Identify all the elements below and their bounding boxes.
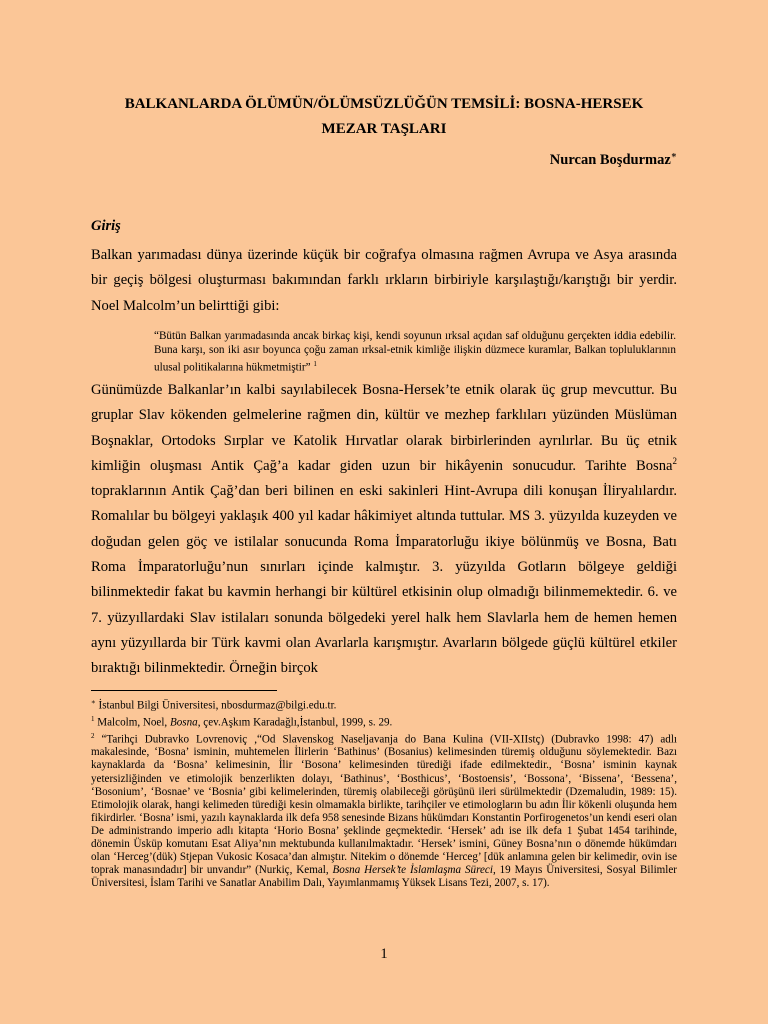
article-title — [91, 92, 677, 142]
footnote-author — [91, 696, 677, 713]
paragraph-text-part-2: topraklarının Antik Çağ’dan beri bilinen en eski sakinleri Hint-Avrupa dili konuşan İliryalılardır. Romalılar bu bölgeyi yaklaşık 400 yıl kadar hâkimiyet altında tuttular. MS 3. yüzyılda kuzeyden ve doğudan gelen göç ve istilalar sonucunda Roma İmparatorluğu ikiye bölünmüş ve Bosna, Batı Roma İmparatorluğu’nun sınırları içinde kalmıştır. 3. yüzyılda Gotların bölgeye geldiği bilinmektedir fakat bu kavmin herhangi bir kültürel etkisinin olup olmadığı bilinmemektedir. 6. ve 7. yüzyıllardaki Slav istilaları sonunda bölgedeki yerel halk hem Slavlarla hem de hemen hemen aynı yüzyıllarda bir Türk kavmi olan Avarlarla karışmıştır. Avarların bölgede güçlü kültürel etkiler bıraktığı bilinmektedir. Örneğin birçok — [91, 483, 677, 677]
title-line-1: BALKANLARDA ÖLÜMÜN/ÖLÜMSÜZLÜĞÜN TEMSİLİ: BOSNA-HERSEK — [124, 96, 644, 112]
block-quote — [154, 330, 676, 375]
author-text: Nurcan Boşdurmaz — [549, 151, 671, 168]
paragraph-text: Balkan yarımadası dünya üzerinde küçük bir coğrafya olmasına rağmen Avrupa ve Asya arasında bir geçiş bölgesi oluşturması bakımından farklı ırkların birbiriyle karşılaştığı/karıştığı bir yerdir. Noel Malcolm’un belirttiği gibi: — [91, 247, 677, 314]
title-line-2: MEZAR TAŞLARI — [321, 121, 447, 137]
footnote-thesis-title: Bosna Hersek’te İslamlaşma Süreci — [332, 864, 493, 877]
footnote-2 — [91, 730, 677, 891]
footnote-text: , 19 Mayıs Üniversitesi, Sosyal Bilimler Üniversitesi, İslam Tarihi ve Sanatlar Anabilim Dalı, Yayımlanmamış Yüksek Lisans Tezi, 2007, s. 17). — [91, 864, 677, 890]
author-name — [550, 150, 677, 169]
footnote-ref-2: 2 — [672, 456, 677, 467]
footnote-text: “Tarihçi Dubravko Lovrenoviç ,“Od Slavenskog Naseljavanja do Bana Kulina (VII-XIIstç) (Dubravko 1998: 47) adlı makalesinde, ‘Bosna’ isminin, muhtemelen İlirlerin ‘Bathinus’ (Bosanius) kelimesinden türemiş olduğunu söylemektedir. Bazı kaynaklarda da ‘Bosna’ kelimesinin, İlir ‘Bosona’ kelimesinden türediği ifade edilmektedir., ‘Bosna’ isminin kaynak yetersizliğinden ve etimolojik benzerlikten dolayı, ‘Bathinus’, ‘Bosthicus’, ‘Bostoensis’, ‘Bossona’, ‘Bissena’, ‘Bessena’, ‘Bosonium’, ‘Bosnae’ ve ‘Bosnia’ gibi kelimelerinden, türemiş olabileceği görüşünü ileri sürülmektedir (Dzemaludin, 1989: 15). Etimolojik olarak, hangi kelimeden türediği kesin olmamakla birlikte, tarihçiler ve etimologların bu adın İlir kökenli oluşunda hem fikirdirler. ‘Bosna’ ismi, yazılı kaynaklarda ilk defa 958 senesinde Bizans hükümdarı Konstantin Porfirogenetos’un kendi eseri olan De administrando imperio adlı kitapta ‘Horio Bosna’ şeklinde geçmektedir. ‘Hersek’ adı ise ilk defa 1 Şubat 1454 tarihinde, dönemin Üsküp komutanı Esat Aliya’nın mektubunda kullanılmaktadır. ‘Hersek’ ismini, Güney Bosna’nın o dönemde hükümdarı olan ‘Herceg’(dük) Stjepan Vukosic Kosaca’dan almıştır. Nitekim o dönemde ‘Herceg’ [dük anlamına gelen bir kelimedir, ovin ise toprak manasındadır] bir unvandır” (Nurkiç, Kemal, — [91, 733, 677, 877]
footnote-mark: ∗ — [91, 698, 96, 706]
footnote-mark: 2 — [91, 731, 95, 740]
footnote-separator — [91, 690, 277, 691]
footnote-text: , çev.Aşkım Karadağlı,İstanbul, 1999, s. 29. — [197, 716, 393, 729]
section-heading: Giriş — [91, 218, 121, 234]
footnotes — [91, 696, 677, 890]
paragraph-text-part-1: Günümüzde Balkanlar’ın kalbi sayılabilecek Bosna-Hersek’te etnik olarak üç grup mevcuttur. Bu gruplar Slav kökenden gelmelerine rağmen din, kültür ve mezhep farklıları yüzünden Müslüman Boşnaklar, Ortodoks Sırplar ve Katolik Hırvatlar olarak birbirlerinden ayrılırlar. Bu üç etnik kimliğin oluşması Antik Çağ’a kadar giden uzun bir hikâyenin sonucudur. Tarihte Bosna — [91, 382, 677, 474]
footnote-text: İstanbul Bilgi Üniversitesi, nbosdurmaz@bilgi.edu.tr. — [95, 699, 337, 712]
paragraph-intro — [91, 243, 677, 319]
paragraph-text — [91, 378, 677, 682]
quote-text: “Bütün Balkan yarımadasında ancak birkaç kişi, kendi soyunun ırksal açıdan saf olduğunu gerçekten iddia edebilir. Buna karşı, son iki asır boyunca çoğu zaman ırksal-etnik kimliğe ilişkin düzmece kuramlar, Balkan topluluklarının ulusal politikalarına hükmetmiştir” — [154, 330, 676, 374]
footnote-text: Malcolm, Noel, — [94, 716, 170, 729]
author-footnote-mark: ∗ — [670, 150, 677, 160]
paragraph-body — [91, 378, 677, 682]
page-number: 1 — [380, 946, 388, 962]
quote-footnote-ref: 1 — [313, 359, 317, 368]
footnote-book-title: Bosna — [169, 716, 198, 729]
footnote-1 — [91, 713, 677, 730]
footnote-mark: 1 — [91, 714, 95, 723]
